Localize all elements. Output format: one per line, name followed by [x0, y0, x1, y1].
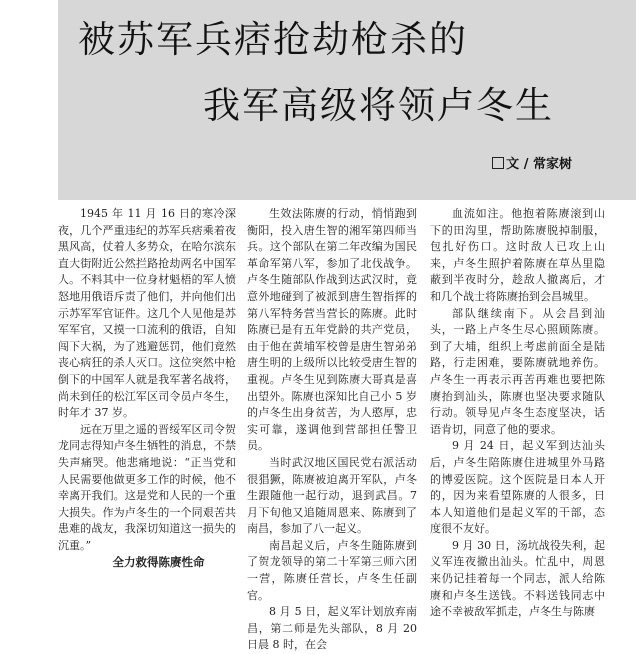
paragraph: 1945 年 11 月 16 日的寒冷深夜，几个严重违纪的苏军兵痞乘着夜黑风高，仗着人多势众，在哈尔滨东直大街附近公然拦路抢劫两名中国军人。不料其中一位身材魁梧的军人愤怒地用俄语斥责了他们，并向他们出示苏军军官证件。这几个人见他是苏军军官，又摸一口流利的俄语，自知闯下大祸，为了逃避惩罚，他们竟然丧心病狂的杀人灭口。这位突然中枪倒下的中国军人就是我军著名战将，尚未到任的松江军区司令员卢冬生，时年才 37 岁。	[58, 207, 236, 420]
page-margin	[0, 0, 58, 518]
section-subheading: 全力救得陈赓性命	[112, 555, 205, 570]
paragraph: 9 月 24 日，起义军到达汕头后，卢冬生陪陈赓住进城里外马路的博爱医院。这个医院是日本人开的，因为来看望陈赓的人很多，日本人知道他们是起义军的干部，态度很不友好。	[430, 439, 605, 536]
text-column-2	[247, 206, 417, 652]
square-bullet-icon	[492, 157, 504, 169]
byline-author: 常家树	[532, 157, 572, 172]
paragraph: 9 月 30 日，汤坑战役失利，起义军连夜撤出汕头。忙乱中，周恩来仍记挂着每一个同志，派人给陈赓和卢冬生送钱。不料送钱同志中途不幸被敌军抓走，卢冬生与陈赓	[430, 538, 605, 619]
byline: 文 / 常家树	[492, 153, 572, 172]
paragraph: 南昌起义后，卢冬生随陈赓到了贺龙领导的第二十军第三师六团一营，陈赓任营长，卢冬生任副官。	[247, 538, 417, 602]
paragraph: 部队继续南下。从会昌到汕头，一路上卢冬生尽心照顾陈赓。到了大埔，组织上考虑前面全是陆路，行走困难，要陈赓就地养伤。卢冬生一再表示再苦再难也要把陈赓抬到汕头，陈赓也坚决要求随队行动。领导见卢冬生态度坚决，话语肯切，同意了他的要求。	[430, 306, 605, 436]
paragraph: 当时武汉地区国民党右派活动很猖獗，陈赓被迫离开军队，卢冬生跟随他一起行动，退到武昌。7 月下旬他又追随周恩来、陈赓到了南昌，参加了八一起义。	[247, 455, 417, 536]
byline-prefix: 文	[506, 157, 520, 172]
text-column-3	[430, 206, 605, 619]
paragraph: 远在万里之遥的晋绥军区司令贺龙同志得知卢冬生牺牲的消息，不禁失声痛哭。他悲痛地说：“正当党和人民需要他做更多工作的时候，他不幸离开我们。这是党和人民的一个重大损失。作为卢冬生的一个同艰苦共患难的战友，我深切知道这一损失的沉重。”	[58, 422, 236, 552]
paragraph: 生效法陈赓的行动，悄悄跑到衡阳，投入唐生智的湘军第四师当兵。这个部队在第二年改编为国民革命军第八军，参加了北伐战争。卢冬生随部队作战到达武汉时，竟意外地碰到了被派到唐生智指挥的第八军特务营当营长的陈赓。此时陈赓已是有五年党龄的共产党员，由于他在黄埔军校曾是唐生智弟弟唐生明的上级所以比较受唐生智的重视。卢冬生见到陈赓大哥真是喜出望外。陈赓也深知比自己小 5 岁的卢冬生出身贫苦，为人憨厚，忠实可靠，遂调他到营部担任警卫员。	[247, 207, 417, 453]
paragraph: 8 月 5 日，起义军计划放弃南昌，第二师是先头部队，8 月 20 日晨 8 时，在会	[247, 605, 417, 652]
article-title-line-2: 我军高级将领卢冬生	[203, 84, 554, 127]
article-title-line-1: 被苏军兵痞抢劫枪杀的	[78, 18, 468, 61]
text-column-1	[58, 206, 236, 570]
paragraph: 血流如注。他抱着陈赓滚到山下的田沟里，帮助陈赓脱掉制服，包扎好伤口。这时敌人已攻上山来，卢冬生照护着陈赓在草丛里隐蔽到半夜时分，趁敌人撤离后，才和几个战士将陈赓抬到会昌城里。	[430, 207, 605, 303]
